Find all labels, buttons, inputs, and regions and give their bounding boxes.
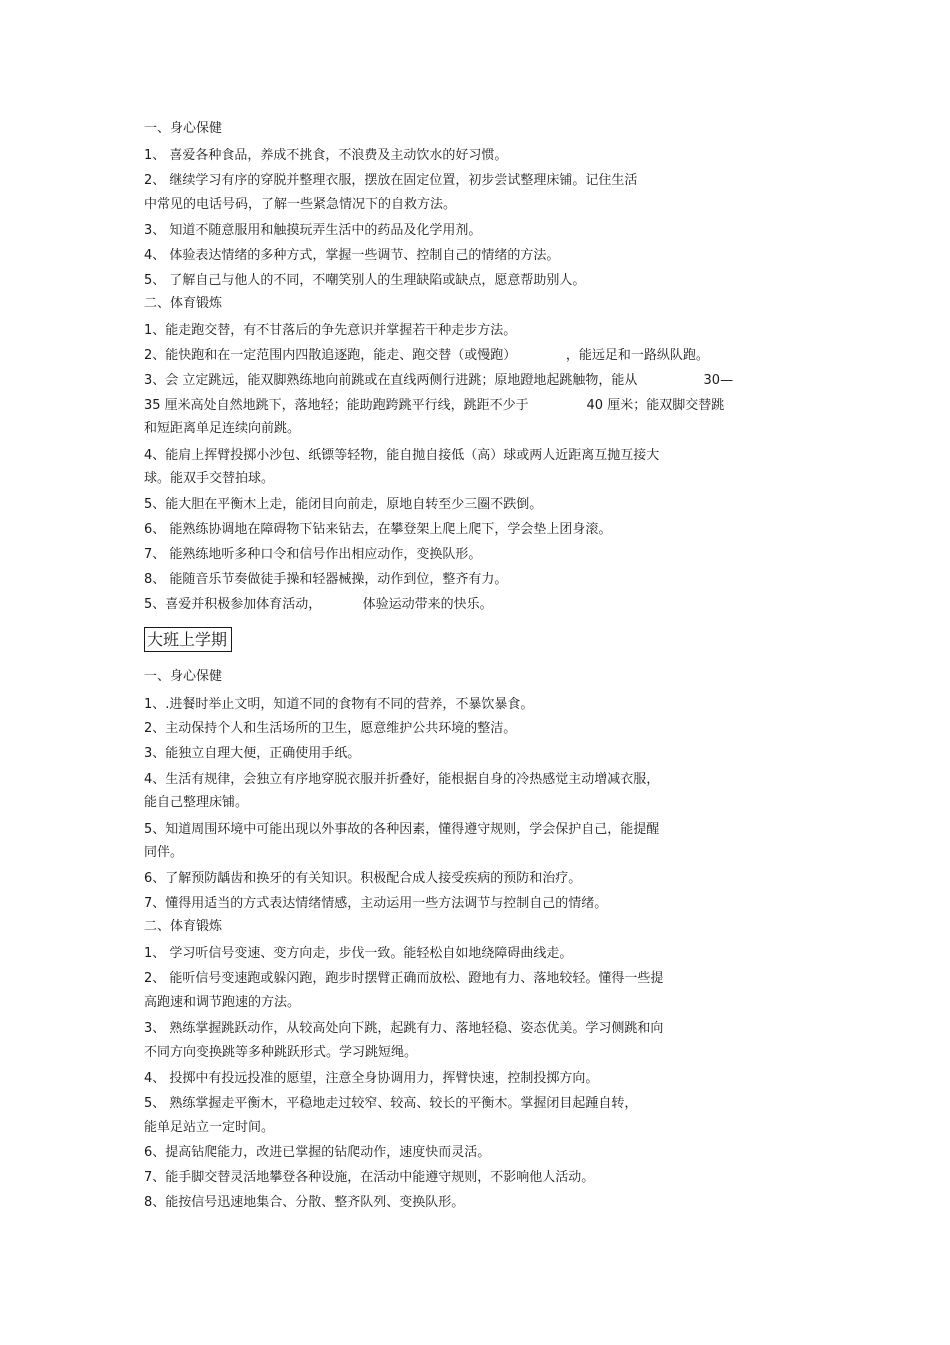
- text-line: 7、懂得用适当的方式表达情绪情感，主动运用一些方法调节与控制自己的情绪。: [144, 896, 608, 911]
- text-line: 同伴。: [144, 845, 184, 860]
- text-line: 2、主动保持个人和生活场所的卫生，愿意维护公共环境的整洁。: [144, 721, 517, 736]
- text-line: 1、 学习听信号变速、变方向走，步伐一致。能轻松自如地绕障碍曲线走。: [144, 946, 573, 961]
- term-title: 大班上学期: [144, 627, 232, 652]
- text-line: 2、 能听信号变速跑或躲闪跑，跑步时摆臂正确而放松、蹬地有力、落地较轻。懂得一些提: [144, 971, 664, 986]
- text-line: 高跑速和调节跑速的方法。: [144, 995, 301, 1010]
- text-line: 和短距离单足连续向前跳。: [144, 421, 301, 436]
- section-heading: 二、体育锻炼: [144, 919, 223, 934]
- text-line: 3、能独立自理大便，正确使用手纸。: [144, 746, 361, 761]
- text-line: 8、能按信号迅速地集合、分散、整齐队列、变换队形。: [144, 1195, 465, 1210]
- text-line: 4、 体验表达情绪的多种方式，掌握一些调节、控制自己的情绪的方法。: [144, 248, 560, 263]
- text-line: 6、 能熟练协调地在障碍物下钻来钻去，在攀登架上爬上爬下，学会垫上团身滚。: [144, 522, 612, 537]
- text-line: 2、能快跑和在一定范围内四散追逐跑，能走、跑交替（或慢跑） ，能远足和一路纵队跑。: [144, 348, 709, 363]
- text-line: 中常见的电话号码，了解一些紧急情况下的自救方法。: [144, 197, 457, 212]
- text-line: 球。能双手交替拍球。: [144, 471, 275, 486]
- text-line: 3、 知道不随意服用和触摸玩弄生活中的药品及化学用剂。: [144, 223, 482, 238]
- text-line: 3、 熟练掌握跳跃动作，从较高处向下跳，起跳有力、落地轻稳、姿态优美。学习侧跳和向: [144, 1021, 664, 1036]
- text-line: 7、能手脚交替灵活地攀登各种设施，在活动中能遵守规则，不影响他人活动。: [144, 1170, 595, 1185]
- text-line: 能自己整理床铺。: [144, 795, 249, 810]
- text-line: 3、会 立定跳远，能双脚熟练地向前跳或在直线两侧行进跳；原地蹬地起跳触物，能从 30—: [144, 373, 734, 388]
- section-heading: 一、身心保健: [144, 121, 223, 136]
- text-line: 2、 继续学习有序的穿脱并整理衣服，摆放在固定位置，初步尝试整理床铺。记住生活: [144, 173, 638, 188]
- text-line: 5、 了解自己与他人的不同，不嘲笑别人的生理缺陷或缺点，愿意帮助别人。: [144, 273, 586, 288]
- text-line: 5、能大胆在平衡木上走，能闭目向前走，原地自转至少三圈不跌倒。: [144, 497, 543, 512]
- text-line: 不同方向变换跳等多种跳跃形式。学习跳短绳。: [144, 1045, 418, 1060]
- text-line: 4、生活有规律，会独立有序地穿脱衣服并折叠好，能根据自身的冷热感觉主动增减衣服，: [144, 772, 660, 787]
- text-line: 6、了解预防龋齿和换牙的有关知识。积极配合成人接受疾病的预防和治疗。: [144, 871, 582, 886]
- text-line: 1、 喜爱各种食品，养成不挑食，不浪费及主动饮水的好习惯。: [144, 148, 508, 163]
- text-line: 能单足站立一定时间。: [144, 1120, 275, 1135]
- text-line: 4、能肩上挥臂投掷小沙包、纸镖等轻物，能自抛自接低（高）球或两人近距离互抛互接大: [144, 448, 660, 463]
- text-line: 35 厘米高处自然地跳下，落地轻；能助跑跨跳平行线，跳距不少于 40 厘米；能双脚交替跳: [144, 398, 725, 413]
- text-line: 5、 熟练掌握走平衡木，平稳地走过较窄、较高、较长的平衡木。掌握闭目起踵自转，: [144, 1096, 638, 1111]
- text-line: 5、知道周围环境中可能出现以外事故的各种因素，懂得遵守规则，学会保护自己，能提醒: [144, 822, 660, 837]
- text-line: 8、 能随音乐节奏做徒手操和轻器械操，动作到位，整齐有力。: [144, 572, 508, 587]
- section-heading: 一、身心保健: [144, 669, 223, 684]
- text-line: 5、喜爱并积极参加体育活动， 体验运动带来的快乐。: [144, 597, 493, 612]
- text-line: 1、.进餐时举止文明，知道不同的食物有不同的营养，不暴饮暴食。: [144, 697, 534, 712]
- section-heading: 二、体育锻炼: [144, 296, 223, 311]
- text-line: 4、 投掷中有投远投准的愿望，注意全身协调用力，挥臂快速，控制投掷方向。: [144, 1071, 599, 1086]
- text-line: 7、 能熟练地听多种口令和信号作出相应动作，变换队形。: [144, 547, 482, 562]
- text-line: 1、能走跑交替，有不甘落后的争先意识并掌握若干种走步方法。: [144, 323, 517, 338]
- text-line: 6、提高钻爬能力，改进已掌握的钻爬动作，速度快而灵活。: [144, 1145, 491, 1160]
